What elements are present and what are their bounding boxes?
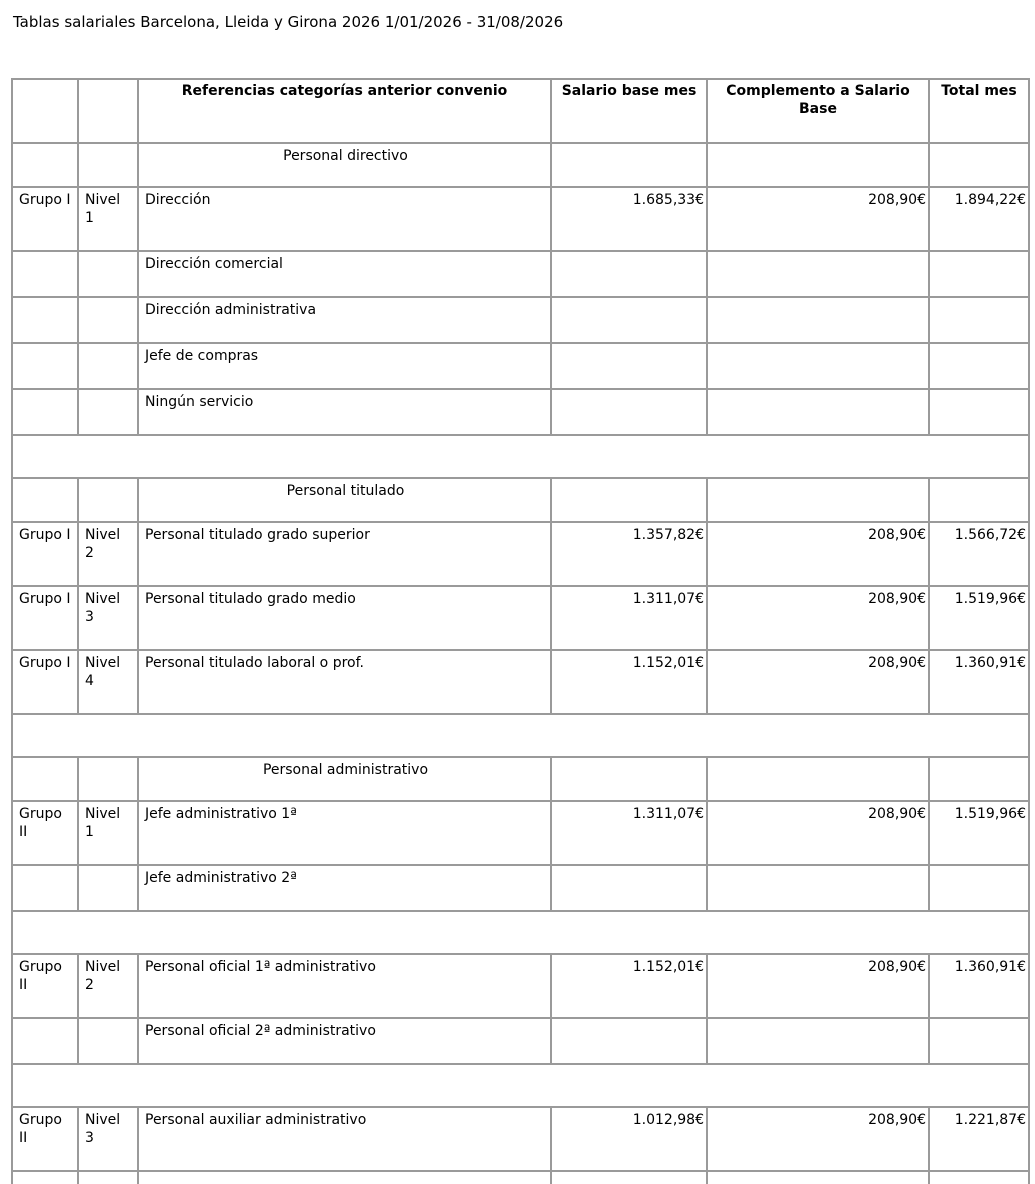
total-cell: 1.360,91€: [929, 954, 1029, 1018]
complemento-cell: 208,90€: [707, 650, 929, 714]
grupo-cell: Grupo I: [12, 650, 78, 714]
grupo-cell: [12, 1171, 78, 1184]
nivel-cell: [78, 251, 138, 297]
table-body: [12, 143, 1029, 1184]
section-title: Personal titulado: [138, 478, 551, 522]
total-cell: [929, 865, 1029, 911]
nivel-cell: [78, 865, 138, 911]
nivel-cell: Nivel 1: [78, 801, 138, 865]
table-row-partial: [12, 1171, 1029, 1184]
salario-base-cell: 1.152,01€: [551, 954, 707, 1018]
total-cell: [929, 757, 1029, 801]
total-cell: 1.894,22€: [929, 187, 1029, 251]
column-header-salario-base: Salario base mes: [551, 79, 707, 143]
complemento-cell: [707, 343, 929, 389]
total-cell: [929, 1171, 1029, 1184]
salario-base-cell: 1.311,07€: [551, 586, 707, 650]
complemento-cell: [707, 143, 929, 187]
grupo-cell: Grupo II: [12, 1107, 78, 1171]
total-cell: 1.519,96€: [929, 801, 1029, 865]
salario-base-cell: 1.357,82€: [551, 522, 707, 586]
column-header-total: Total mes: [929, 79, 1029, 143]
complemento-cell: [707, 757, 929, 801]
salary-table: [11, 78, 1030, 1184]
table-row-section: [12, 757, 1029, 801]
salario-base-cell: [551, 297, 707, 343]
nivel-cell: [78, 343, 138, 389]
table-row-simple: [12, 297, 1029, 343]
table-row-spacer: [12, 714, 1029, 757]
table-row-data: [12, 187, 1029, 251]
categoria-cell: Dirección administrativa: [138, 297, 551, 343]
salario-base-cell: [551, 865, 707, 911]
complemento-cell: 208,90€: [707, 187, 929, 251]
nivel-cell: [78, 478, 138, 522]
nivel-cell: Nivel 3: [78, 1107, 138, 1171]
grupo-cell: [12, 1018, 78, 1064]
total-cell: [929, 297, 1029, 343]
salario-base-cell: [551, 1018, 707, 1064]
nivel-cell: Nivel 2: [78, 522, 138, 586]
nivel-cell: [78, 1018, 138, 1064]
grupo-cell: [12, 865, 78, 911]
grupo-cell: Grupo I: [12, 187, 78, 251]
total-cell: [929, 343, 1029, 389]
column-header-complemento: Complemento a Salario Base: [707, 79, 929, 143]
salario-base-cell: [551, 251, 707, 297]
categoria-cell: Dirección comercial: [138, 251, 551, 297]
complemento-cell: [707, 1018, 929, 1064]
total-cell: [929, 251, 1029, 297]
column-header-nivel: [78, 79, 138, 143]
document-title: Tablas salariales Barcelona, Lleida y Girona 2026 1/01/2026 - 31/08/2026: [13, 13, 564, 31]
table-header: [12, 79, 1029, 143]
categoria-cell: Personal oficial 2ª administrativo: [138, 1018, 551, 1064]
table-row-simple: [12, 389, 1029, 435]
spacer-cell: [12, 714, 1029, 757]
nivel-cell: Nivel 2: [78, 954, 138, 1018]
section-title: Personal directivo: [138, 143, 551, 187]
table-row-data: [12, 586, 1029, 650]
table-row-spacer: [12, 1064, 1029, 1107]
header-row: [12, 79, 1029, 143]
total-cell: 1.221,87€: [929, 1107, 1029, 1171]
salario-base-cell: 1.012,98€: [551, 1107, 707, 1171]
grupo-cell: [12, 757, 78, 801]
table-row-section: [12, 478, 1029, 522]
complemento-cell: 208,90€: [707, 522, 929, 586]
nivel-cell: [78, 143, 138, 187]
complemento-cell: [707, 389, 929, 435]
spacer-cell: [12, 911, 1029, 954]
table-row-simple: [12, 343, 1029, 389]
nivel-cell: [78, 757, 138, 801]
complemento-cell: 208,90€: [707, 1107, 929, 1171]
table-row-data: [12, 522, 1029, 586]
nivel-cell: [78, 1171, 138, 1184]
salario-base-cell: [551, 389, 707, 435]
grupo-cell: Grupo II: [12, 801, 78, 865]
nivel-cell: Nivel 4: [78, 650, 138, 714]
table-row-data: [12, 650, 1029, 714]
complemento-cell: [707, 251, 929, 297]
table-row-simple: [12, 865, 1029, 911]
salario-base-cell: [551, 143, 707, 187]
complemento-cell: 208,90€: [707, 801, 929, 865]
grupo-cell: [12, 389, 78, 435]
categoria-cell: Personal titulado grado superior: [138, 522, 551, 586]
complemento-cell: [707, 865, 929, 911]
grupo-cell: [12, 251, 78, 297]
complemento-cell: [707, 478, 929, 522]
complemento-cell: 208,90€: [707, 586, 929, 650]
complemento-cell: 208,90€: [707, 954, 929, 1018]
categoria-cell: [138, 1171, 551, 1184]
nivel-cell: Nivel 1: [78, 187, 138, 251]
categoria-cell: Dirección: [138, 187, 551, 251]
categoria-cell: Ningún servicio: [138, 389, 551, 435]
grupo-cell: Grupo I: [12, 522, 78, 586]
nivel-cell: Nivel 3: [78, 586, 138, 650]
complemento-cell: [707, 1171, 929, 1184]
complemento-cell: [707, 297, 929, 343]
categoria-cell: Personal oficial 1ª administrativo: [138, 954, 551, 1018]
table-row-data: [12, 954, 1029, 1018]
column-header-grupo: [12, 79, 78, 143]
salario-base-cell: [551, 1171, 707, 1184]
categoria-cell: Personal titulado laboral o prof.: [138, 650, 551, 714]
salario-base-cell: 1.152,01€: [551, 650, 707, 714]
categoria-cell: Jefe de compras: [138, 343, 551, 389]
total-cell: [929, 389, 1029, 435]
spacer-cell: [12, 1064, 1029, 1107]
column-header-referencias: Referencias categorías anterior convenio: [138, 79, 551, 143]
grupo-cell: [12, 297, 78, 343]
section-title: Personal administrativo: [138, 757, 551, 801]
total-cell: 1.566,72€: [929, 522, 1029, 586]
total-cell: [929, 478, 1029, 522]
table-row-spacer: [12, 435, 1029, 478]
total-cell: [929, 1018, 1029, 1064]
categoria-cell: Personal auxiliar administrativo: [138, 1107, 551, 1171]
categoria-cell: Jefe administrativo 1ª: [138, 801, 551, 865]
salario-base-cell: [551, 757, 707, 801]
table-row-data: [12, 801, 1029, 865]
table-row-spacer: [12, 911, 1029, 954]
salario-base-cell: 1.685,33€: [551, 187, 707, 251]
table-row-simple: [12, 251, 1029, 297]
grupo-cell: Grupo I: [12, 586, 78, 650]
salario-base-cell: 1.311,07€: [551, 801, 707, 865]
total-cell: [929, 143, 1029, 187]
nivel-cell: [78, 389, 138, 435]
categoria-cell: Jefe administrativo 2ª: [138, 865, 551, 911]
table-row-data: [12, 1107, 1029, 1171]
total-cell: 1.519,96€: [929, 586, 1029, 650]
table-row-simple: [12, 1018, 1029, 1064]
grupo-cell: Grupo II: [12, 954, 78, 1018]
total-cell: 1.360,91€: [929, 650, 1029, 714]
grupo-cell: [12, 478, 78, 522]
salario-base-cell: [551, 478, 707, 522]
categoria-cell: Personal titulado grado medio: [138, 586, 551, 650]
grupo-cell: [12, 143, 78, 187]
table-row-section: [12, 143, 1029, 187]
grupo-cell: [12, 343, 78, 389]
salario-base-cell: [551, 343, 707, 389]
spacer-cell: [12, 435, 1029, 478]
nivel-cell: [78, 297, 138, 343]
